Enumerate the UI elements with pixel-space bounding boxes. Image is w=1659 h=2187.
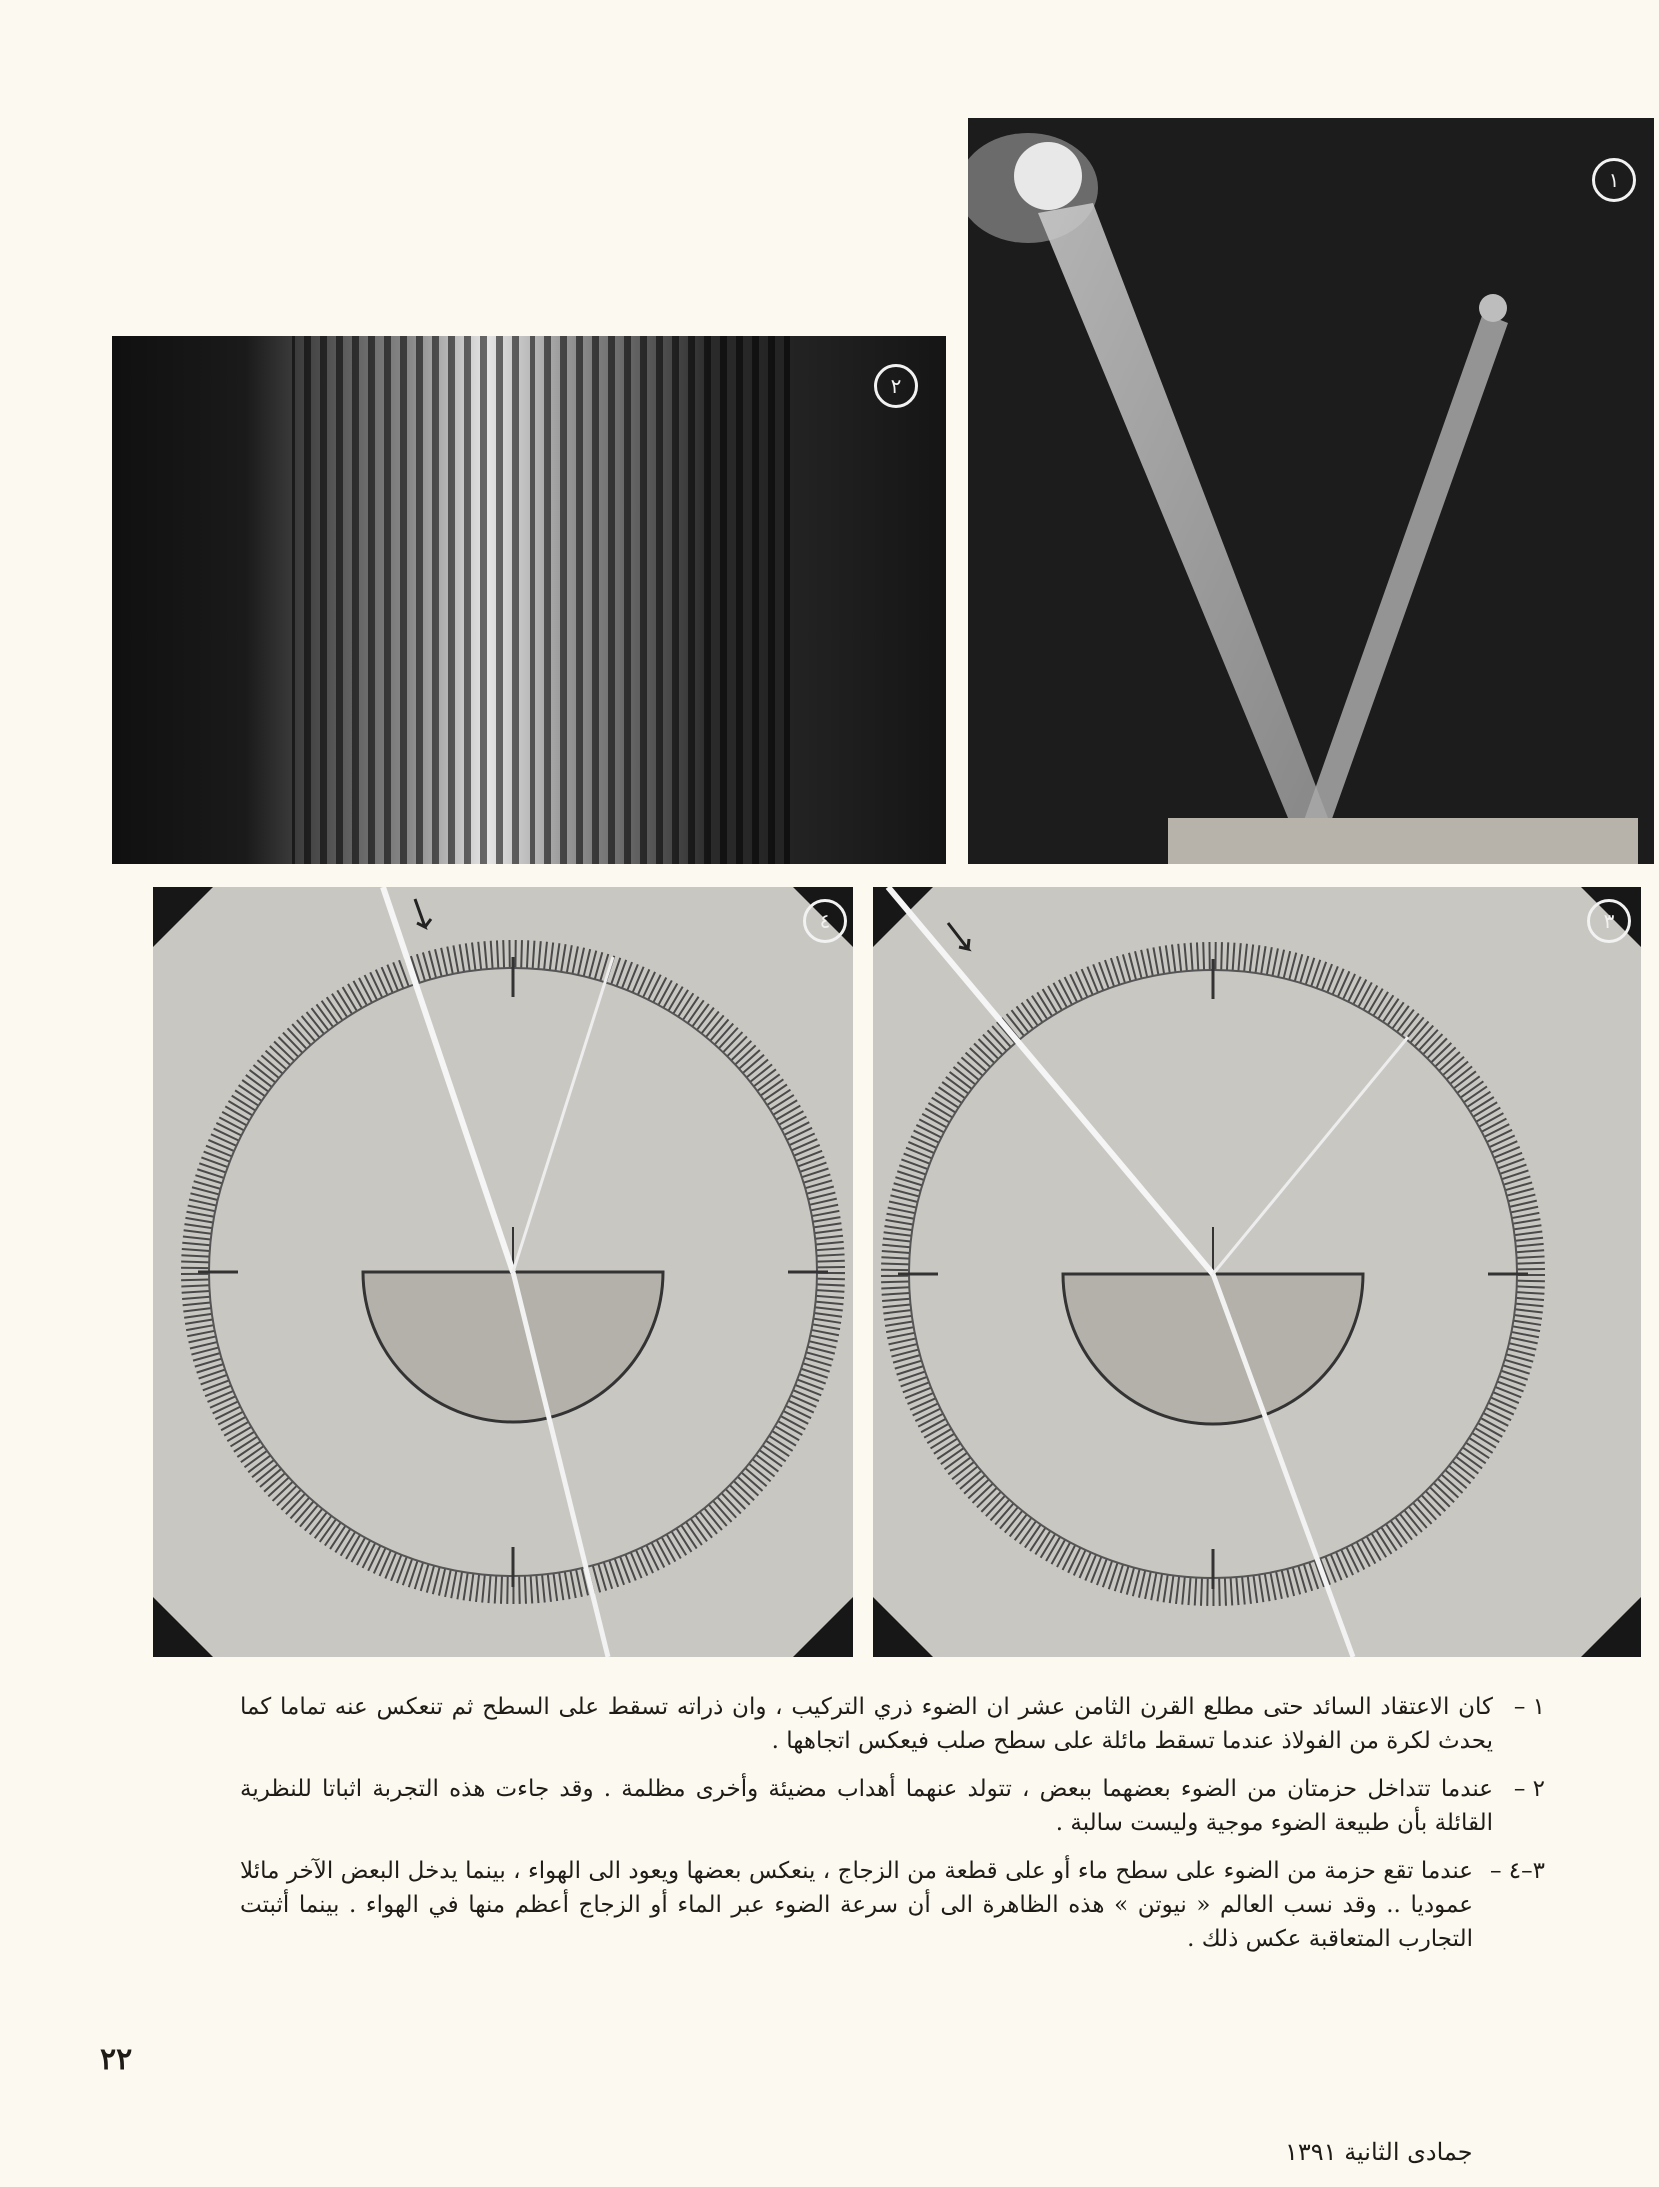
ball-reflection-image — [968, 118, 1654, 864]
caption-1 — [240, 1690, 1545, 1758]
caption-text: عندما تتداخل حزمتان من الضوء بعضهما ببعض ، تتولد عنهما أهداب مضيئة وأخرى مظلمة . وقد جاءت هذه التجربة اثباتا للنظرية القائلة بأن طبيعة الضوء موجية وليست سالبة . — [240, 1776, 1493, 1836]
photo-number-badge: ٢ — [874, 364, 918, 408]
photo-number-badge: ٤ — [803, 899, 847, 943]
photo-ball-reflection — [968, 118, 1654, 864]
photo-number-badge: ١ — [1592, 158, 1636, 202]
photo-interference-fringes — [112, 336, 946, 864]
caption-3-4 — [240, 1854, 1545, 1956]
caption-2 — [240, 1772, 1545, 1840]
refraction-disc-image — [153, 887, 853, 1657]
caption-text: كان الاعتقاد السائد حتى مطلع القرن الثامن عشر ان الضوء ذري التركيب ، وان ذراته تسقط على السطح ثم تنعكس عنه تماما كما يحدث لكرة من الفولاذ عندما تسقط مائلة على سطح صلب فيعكس اتجاهها . — [240, 1694, 1493, 1754]
caption-number: ٣–٤ – — [1489, 1858, 1545, 1884]
photo-captions — [240, 1690, 1545, 1970]
refraction-disc-image — [873, 887, 1641, 1657]
caption-number: ١ – — [1513, 1694, 1545, 1720]
caption-text: عندما تقع حزمة من الضوء على سطح ماء أو على قطعة من الزجاج ، ينعكس بعضها ويعود الى الهواء ، بينما يدخل البعض الآخر مائلا عموديا .. وقد نسب العالم « نيوتن » هذه الظاهرة الى أن سرعة الضوء عبر الماء أو الزجاج أعظم منها في الهواء . بينما أثبتت التجارب المتعاقبة عكس ذلك . — [240, 1858, 1473, 1952]
page-number: ٢٢ — [100, 2042, 133, 2077]
photo-refraction-disc-right — [873, 887, 1641, 1657]
photo-refraction-disc-left — [153, 887, 853, 1657]
issue-date-footer: جمادى الثانية ١٣٩١ — [1285, 2138, 1473, 2166]
interference-fringes-image — [112, 336, 946, 864]
caption-number: ٢ – — [1513, 1776, 1545, 1802]
photo-number-badge: ٣ — [1587, 899, 1631, 943]
